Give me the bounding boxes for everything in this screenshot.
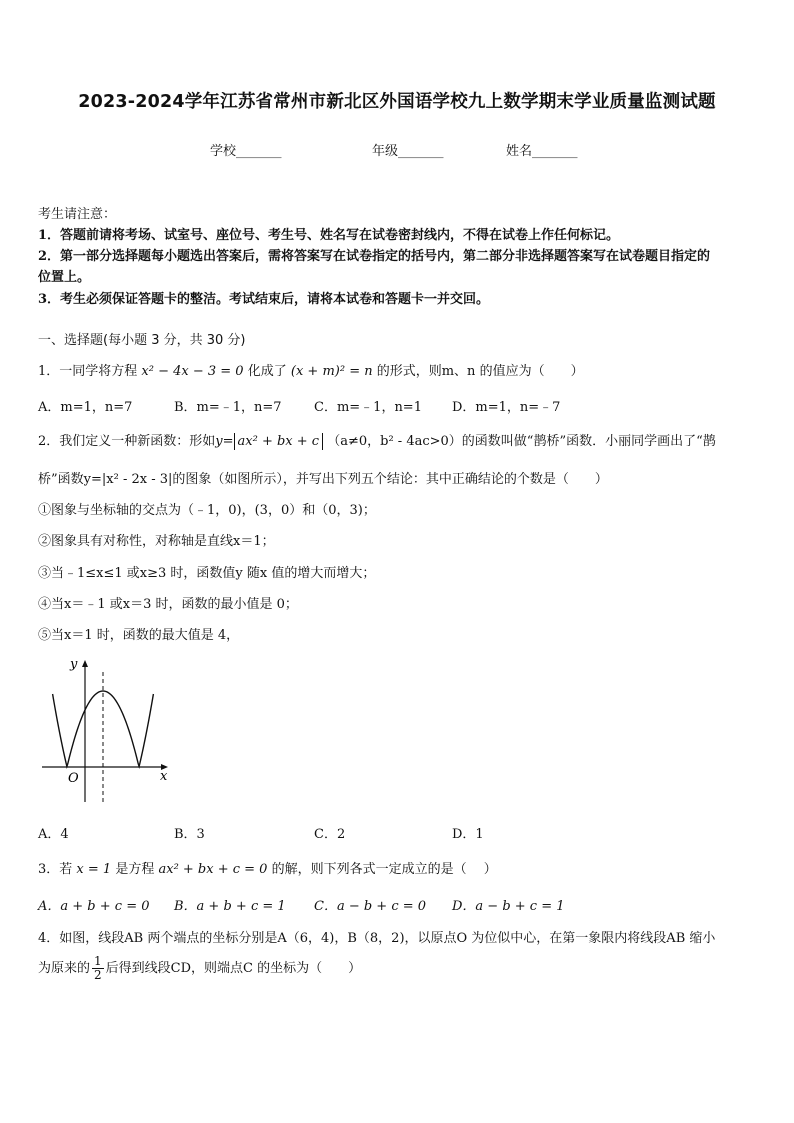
name-field: 姓名_______ xyxy=(506,144,578,159)
notice-item-1: 1．答题前请将考场、试室号、座位号、考生号、姓名写在试卷密封线内，不得在试卷上作任何标记。 xyxy=(38,228,620,243)
q2-statement-1: ①图象与坐标轴的交点为（﹣1，0)，(3，0）和（0，3)； xyxy=(38,503,376,518)
notice-heading: 考生请注意： xyxy=(38,207,117,222)
q4-line-1: 4．如图，线段AB 两个端点的坐标分别是A（6，4)，B（8，2)，以原点O 为位似中心，在第一象限内将线段AB 缩小 xyxy=(38,931,716,946)
q2-line1-condition: （a≠0，b² - 4ac>0） xyxy=(327,434,462,449)
school-field: 学校_______ xyxy=(210,144,282,159)
q1-equation-1: x² − 4x − 3 = 0 xyxy=(141,364,244,379)
q1-option-b: B．m=﹣1，n=7 xyxy=(174,400,282,415)
q1-mid: 化成了 xyxy=(247,364,287,379)
q3-option-d: D．a − b + c = 1 xyxy=(452,899,565,914)
q2-line1-suffix: 的函数叫做“鹊桥”函数．小丽同学画出了“鹊 xyxy=(461,434,716,449)
q3-mid: 是方程 xyxy=(115,862,155,877)
q2-option-b: B．3 xyxy=(174,827,205,842)
q4-line2-prefix: 为原来的 xyxy=(38,961,91,976)
graph-y-label: y xyxy=(70,657,78,672)
question-3 xyxy=(38,858,497,877)
q3-condition: x = 1 xyxy=(76,862,112,877)
grade-field: 年级_______ xyxy=(372,144,444,159)
q2-line1-y: y= xyxy=(215,434,234,449)
q2-option-d: D．1 xyxy=(452,827,484,842)
q2-statement-3: ③当﹣1≤x≤1 或x≥3 时，函数值y 随x 值的增大而增大； xyxy=(38,566,376,581)
q3-prefix: 3．若 xyxy=(38,862,73,877)
q3-equation: ax² + bx + c = 0 xyxy=(158,862,268,877)
q3-option-c: C．a − b + c = 0 xyxy=(314,899,427,914)
q1-option-a: A．m=1，n=7 xyxy=(38,400,133,415)
section-1-heading: 一、选择题(每小题 3 分，共 30 分) xyxy=(38,333,246,348)
q1-equation-2: (x + m)² = n xyxy=(290,364,373,379)
q1-prefix: 1．一同学将方程 xyxy=(38,364,138,379)
q2-line-1 xyxy=(38,430,716,450)
q2-line1-abs-expr: ax² + bx + c xyxy=(234,433,324,450)
q2-option-c: C．2 xyxy=(314,827,346,842)
notice-item-2-line-2: 位置上。 xyxy=(38,270,91,285)
q3-option-a: A．a + b + c = 0 xyxy=(38,899,150,914)
y-axis-arrow xyxy=(82,660,88,667)
q2-option-a: A．4 xyxy=(38,827,69,842)
q2-function-graph xyxy=(36,652,176,808)
q4-fraction-one-half xyxy=(92,955,104,982)
q2-line-2: 桥”函数y=|x² - 2x - 3|的图象（如图所示），并写出下列五个结论：其中正确结论的个数是（ ） xyxy=(38,472,608,487)
graph-x-label: x xyxy=(160,769,168,784)
question-1 xyxy=(38,360,584,379)
notice-item-2-line-1: 2．第一部分选择题每小题选出答案后，需将答案写在试卷指定的括号内，第二部分非选择题答案写在试卷题目指定的 xyxy=(38,249,711,264)
q2-statement-2: ②图象具有对称性，对称轴是直线x＝1； xyxy=(38,534,275,549)
q2-statement-4: ④当x＝﹣1 或x＝3 时，函数的最小值是 0； xyxy=(38,597,298,612)
q1-option-d: D．m=1，n=﹣7 xyxy=(452,400,561,415)
exam-title: 2023-2024学年江苏省常州市新北区外国语学校九上数学期末学业质量监测试题 xyxy=(78,92,716,112)
q1-suffix: 的形式，则m、n 的值应为（ ） xyxy=(376,364,584,379)
q3-suffix: 的解，则下列各式一定成立的是（ ） xyxy=(271,862,497,877)
graph-origin-label: O xyxy=(68,771,79,786)
q2-statement-5: ⑤当x＝1 时，函数的最大值是 4， xyxy=(38,628,240,643)
q4-fraction-denominator: 2 xyxy=(94,968,102,982)
q2-line1-prefix: 2．我们定义一种新函数：形如 xyxy=(38,434,216,449)
q4-line-2 xyxy=(38,955,361,982)
notice-item-3: 3．考生必须保证答题卡的整洁。考试结束后，请将本试卷和答题卡一并交回。 xyxy=(38,292,490,307)
q4-fraction-numerator: 1 xyxy=(94,954,102,968)
q3-option-b: B．a + b + c = 1 xyxy=(174,899,286,914)
q4-line2-suffix: 后得到线段CD，则端点C 的坐标为（ ） xyxy=(105,961,362,976)
q1-option-c: C．m=﹣1，n=1 xyxy=(314,400,422,415)
